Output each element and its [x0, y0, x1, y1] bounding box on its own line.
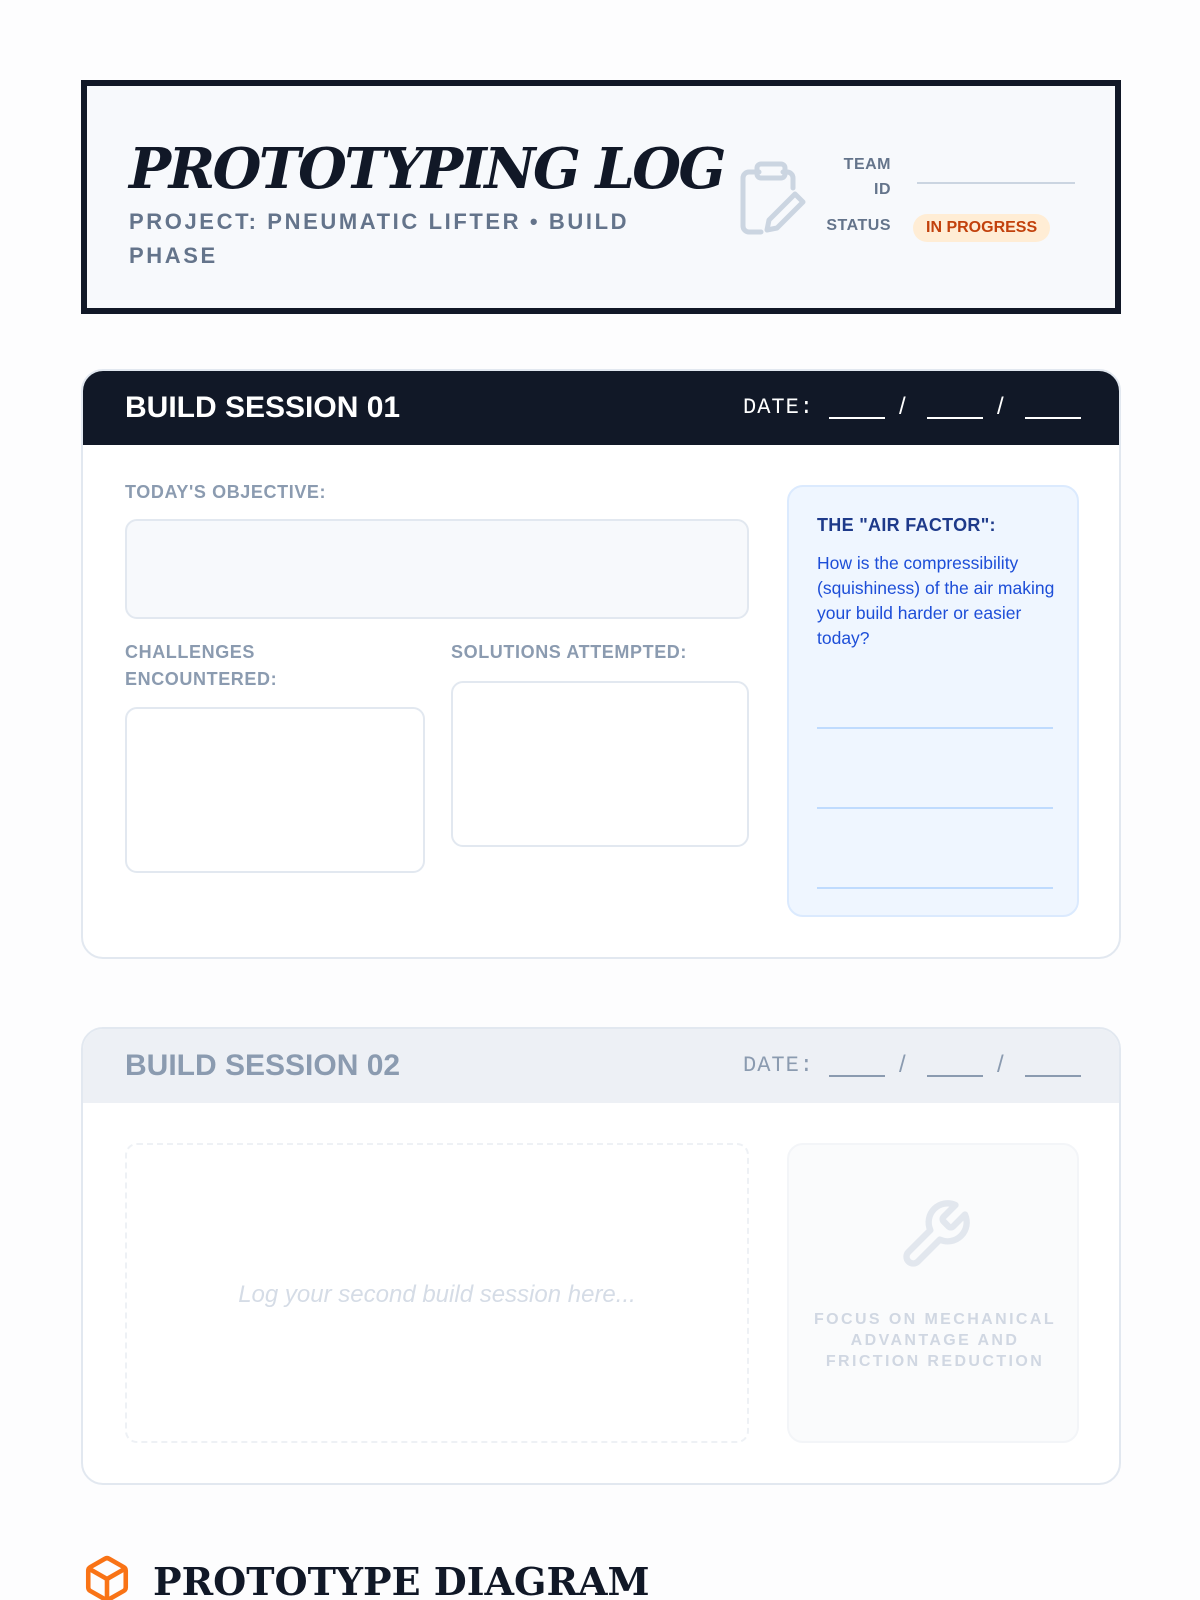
challenges-label: CHALLENGES ENCOUNTERED: [125, 642, 278, 689]
solutions-field[interactable] [451, 681, 749, 847]
session-02-date-year[interactable] [1025, 1075, 1081, 1077]
build-session-01-card [81, 369, 1121, 959]
session-02-date-label: DATE: [743, 1053, 815, 1078]
objective-field[interactable] [125, 519, 749, 619]
id-label: ID [874, 181, 891, 198]
objective-label: TODAY'S OBJECTIVE: [125, 482, 327, 502]
air-factor-prompt: How is the compressibility (squishiness) of the air making your build harder or easier today? [817, 553, 1055, 648]
date-separator: / [899, 393, 906, 420]
session-01-title: BUILD SESSION 01 [125, 391, 401, 424]
team-label: TEAM [843, 156, 891, 173]
session-01-date-year[interactable] [1025, 417, 1081, 419]
diagram-section-title: PROTOTYPE DIAGRAM [153, 1559, 650, 1600]
cube-icon [82, 1554, 132, 1600]
status-badge: IN PROGRESS [913, 214, 1050, 242]
focus-tip-panel [787, 1143, 1079, 1443]
focus-tip-text: FOCUS ON MECHANICAL ADVANTAGE AND FRICTION REDUCTION [813, 1311, 1057, 1370]
air-factor-panel [787, 485, 1079, 917]
build-session-02-card [81, 1027, 1121, 1485]
project-subtitle: PROJECT: PNEUMATIC LIFTER • BUILD PHASE [129, 209, 630, 268]
date-separator: / [997, 393, 1004, 420]
air-factor-answer-line[interactable] [817, 727, 1053, 729]
session-02-date-month[interactable] [829, 1075, 885, 1077]
session-01-date-day[interactable] [927, 417, 983, 419]
page-title: PROTOTYPING LOG [129, 136, 724, 202]
air-factor-answer-line[interactable] [817, 887, 1053, 889]
air-factor-answer-line[interactable] [817, 807, 1053, 809]
session-02-placeholder: Log your second build session here... [238, 1281, 636, 1308]
session-02-date-day[interactable] [927, 1075, 983, 1077]
session-02-log-area[interactable] [125, 1143, 749, 1443]
air-factor-title: THE "AIR FACTOR": [817, 515, 996, 535]
status-label: STATUS [826, 217, 891, 234]
session-02-header [83, 1029, 1119, 1103]
challenges-field[interactable] [125, 707, 425, 873]
session-01-date-label: DATE: [743, 395, 815, 420]
date-separator: / [899, 1051, 906, 1078]
wrench-icon [897, 1197, 973, 1273]
log-header [81, 80, 1121, 314]
session-01-date-month[interactable] [829, 417, 885, 419]
session-02-title: BUILD SESSION 02 [125, 1049, 401, 1082]
team-id-field[interactable] [917, 182, 1075, 184]
session-01-header [83, 371, 1119, 445]
date-separator: / [997, 1051, 1004, 1078]
solutions-label: SOLUTIONS ATTEMPTED: [451, 642, 687, 662]
